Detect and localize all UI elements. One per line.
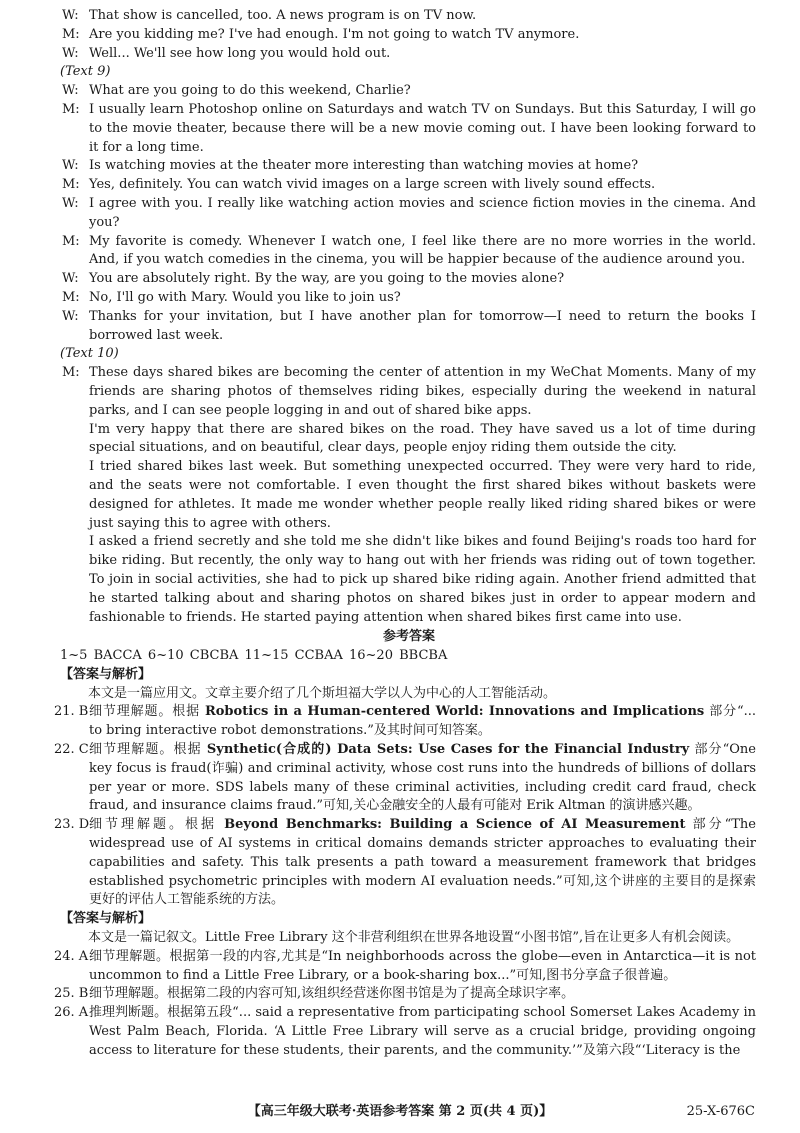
footer-code: 25-X-676C [686, 1104, 755, 1119]
explanation-item [54, 741, 757, 816]
dialogue-text: Yes, definitely. You can watch vivid images on a large screen with lively sound effects. [89, 177, 656, 193]
dialogue-text: I usually learn Photoshop online on Saturdays and watch TV on Sundays. But this Saturday, I will go to the movie theater, because there will be a new movie coming out. I have been looking forward to it for a long time. [89, 101, 756, 155]
item-number: 22. C [54, 742, 89, 758]
item-text: 细节理解题。根据第一段的内容,尤其是“In neighborhoods across the globe—even in Antarctica—it is not uncommon to find a Little Free Library, or a book-sharing box...”可知,图书分享盒子很普遍。 [89, 948, 756, 983]
speaker-label: M: [62, 365, 80, 381]
explanation-item [54, 1004, 756, 1060]
dialogue-line [62, 7, 756, 26]
item-number: 24. A [54, 948, 89, 964]
section-intro: 本文是一篇应用文。文章主要介绍了几个斯坦福大学以人为中心的人工智能活动。 [88, 685, 557, 701]
item-number: 26. A [54, 1005, 89, 1021]
item-title: Synthetic(合成的) Data Sets: Use Cases for the Financial Industry [206, 742, 690, 758]
dialogue-text: What are you going to do this weekend, Charlie? [89, 83, 411, 99]
explanation-item [54, 703, 756, 741]
item-number: 25. B [54, 986, 89, 1002]
item-text: 细节理解题。根据 [89, 742, 207, 758]
page-footer [0, 1103, 800, 1125]
dialogue-text: Is watching movies at the theater more interesting than watching movies at home? [89, 158, 639, 174]
text9-dialogue [62, 82, 756, 345]
speaker-label: W: [62, 271, 79, 287]
dialogue-line [62, 82, 756, 101]
speaker-label: W: [62, 8, 79, 23]
speaker-label: M: [62, 233, 80, 249]
text9-label: (Text 9) [60, 64, 111, 80]
dialogue-line [62, 195, 756, 233]
dialogue-line [62, 157, 756, 176]
dialogue-text: Are you kidding me? I've had enough. I'm not going to watch TV anymore. [89, 26, 580, 42]
item-text: 部分“One key focus is fraud(诈骗) and criminal activity, whose cost runs into the hundreds of billions of dollars per year or more. SDS labels many of these criminal activities, including credit card fraud, check fraud, and insurance claims fraud.”可知,关心金融安全的人最有可能对 Erik Altman 的演讲感兴趣。 [89, 742, 757, 814]
speaker-label: W: [62, 158, 79, 174]
dialogue-text: That show is cancelled, too. A news program is on TV now. [89, 8, 477, 23]
item-text: 细节理解题。根据第二段的内容可知,该组织经营迷你图书馆是为了提高全球识字率。 [89, 986, 575, 1002]
explanation-item [54, 948, 756, 986]
item-title: Beyond Benchmarks: Building a Science of AI Measurement [224, 817, 686, 833]
text10-label: (Text 10) [60, 346, 119, 362]
dialogue-line [62, 45, 756, 64]
monologue-paragraph: I tried shared bikes last week. But something unexpected occurred. They were very hard to ride, and the seats were not comfortable. I even thought the first shared bikes without baskets were designed for athletes. It made me wonder whether people really liked riding shared bikes or were just saying this to agree with others. [89, 459, 756, 531]
section-heading: 【答案与解析】 [60, 911, 152, 927]
speaker-label: M: [62, 101, 80, 117]
text8-dialogue [62, 7, 756, 63]
item-text: 部分“The widespread use of AI systems in critical domains demands stricter approaches to evaluating their capabilities and safety. This talk presents a path toward a measurement framework that bridges established psychometric principles with modern AI evaluation needs.”可知,这个讲座的主要目的是探索更好的评估人工智能系统的方法。 [89, 817, 756, 908]
dialogue-text: I agree with you. I really like watching action movies and science fiction movies in the cinema. And you? [89, 195, 756, 230]
dialogue-text: No, I'll go with Mary. Would you like to join us? [89, 289, 401, 305]
section-intro: 本文是一篇记叙文。Little Free Library 这个非营利组织在世界各地设置“小图书馆”,旨在让更多人有机会阅读。 [88, 930, 740, 946]
speaker-label: M: [62, 289, 80, 305]
section-heading: 【答案与解析】 [60, 666, 152, 682]
item-text: 推理判断题。根据第五段“... said a representative from participating school Somerset Lakes Academy in West Palm Beach, Florida. ‘A Little Free Library will serve as a crucial bridge, providing ongoing access to literature for these students, their parents, and the community.’”及第六段“‘Literacy is the [89, 1005, 756, 1058]
item-number: 21. B [54, 704, 89, 720]
speaker-label: W: [62, 308, 79, 324]
explanation-item [54, 816, 756, 910]
dialogue-line [62, 270, 756, 289]
dialogue-text: You are absolutely right. By the way, are you going to the movies alone? [89, 271, 565, 287]
speaker-label: M: [62, 26, 80, 42]
item-title: Robotics in a Human-centered World: Innovations and Implications [204, 704, 705, 720]
dialogue-line [62, 233, 756, 271]
monologue-paragraph: These days shared bikes are becoming the center of attention in my WeChat Moments. Many of my friends are sharing photos of themselves riding bikes, especially during the weekend in natural parks, and I can see people logging in and out of shared bike apps. [89, 365, 756, 418]
speaker-label: W: [62, 195, 79, 211]
dialogue-line [62, 289, 756, 308]
dialogue-text: Thanks for your invitation, but I have another plan for tomorrow—I need to return the books I borrowed last week. [89, 308, 756, 343]
footer-title: 【高三年级大联考·英语参考答案 第 2 页(共 4 页)】 [247, 1104, 553, 1119]
dialogue-text: Well... We'll see how long you would hold out. [89, 45, 391, 61]
speaker-label: W: [62, 45, 79, 61]
dialogue-line [62, 308, 756, 346]
speaker-label: M: [62, 177, 80, 193]
dialogue-line [62, 26, 756, 45]
dialogue-text: My favorite is comedy. Whenever I watch one, I feel like there are no more worries in the world. And, if you watch comedies in the cinema, you will be happier because of the audience around you. [89, 233, 756, 268]
text10-monologue [62, 364, 756, 627]
item-text: 部分“... to bring interactive robot demonstrations.”及其时间可知答案。 [89, 704, 756, 739]
speaker-label: W: [62, 83, 79, 99]
item-text: 细节理解题。根据 [89, 817, 225, 833]
answer-title: 参考答案 [382, 629, 435, 645]
explanation-item [54, 985, 756, 1004]
dialogue-line [62, 101, 756, 157]
answer-key: 1~5 BACCA 6~10 CBCBA 11~15 CCBAA 16~20 BBCBA [60, 648, 448, 664]
item-number: 23. D [54, 817, 90, 833]
monologue-paragraph: I asked a friend secretly and she told me she didn't like bikes and found Beijing's roads too hard for bike riding. But recently, the only way to hang out with her friends was riding out of town together. To join in social activities, she had to pick up shared bike riding again. Another friend admitted that he started talking about and sharing photos on shared bikes just in order to appear modern and fashionable to friends. He started paying attention when shared bikes first came into use. [89, 534, 756, 625]
dialogue-line [62, 176, 756, 195]
item-text: 细节理解题。根据 [89, 704, 205, 720]
monologue-paragraph: I'm very happy that there are shared bikes on the road. They have saved us a lot of time during special situations, and on beautiful, clear days, people enjoy riding them outside the city. [89, 421, 756, 456]
